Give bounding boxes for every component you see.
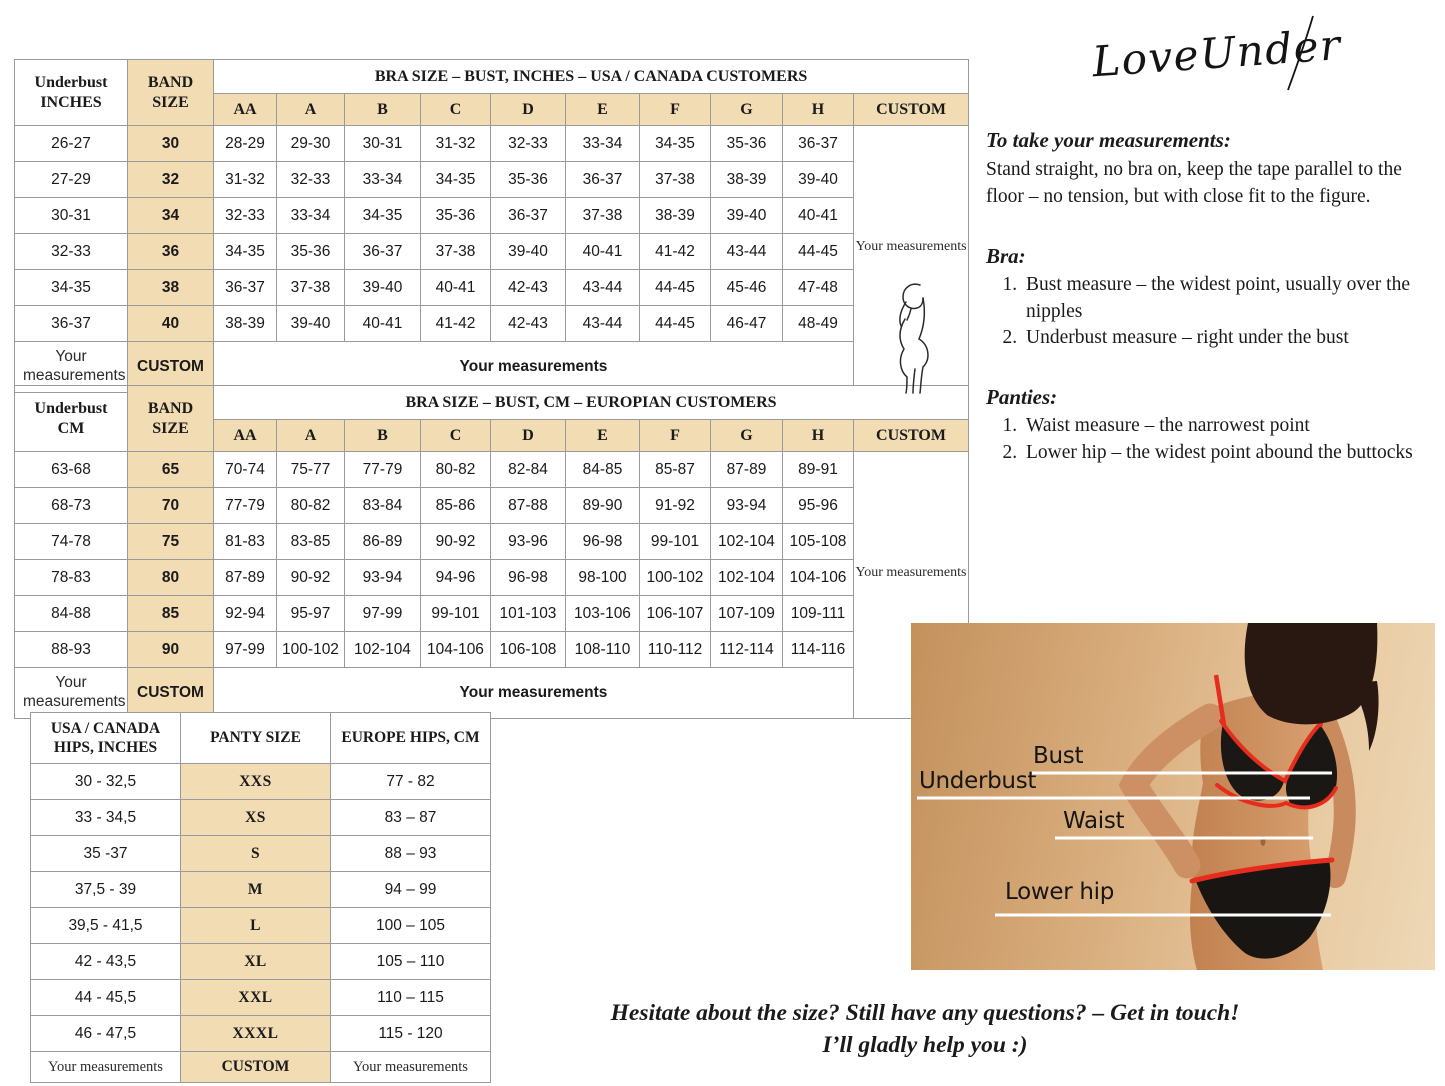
cup-range-cell: 35-36 [277, 234, 345, 270]
cup-range-cell: 102-104 [345, 632, 421, 668]
bra-size-table-eu [14, 385, 969, 719]
panty-size-row [31, 908, 491, 944]
eu-hips-cell: 100 – 105 [331, 908, 491, 944]
cup-header: A [277, 420, 345, 452]
cup-range-cell: 110-112 [640, 632, 711, 668]
us-hips-cell: 30 - 32,5 [31, 764, 181, 800]
cup-range-cell: 93-94 [345, 560, 421, 596]
panty-size-cell: S [181, 836, 331, 872]
underbust-range-cell: 36-37 [15, 306, 128, 342]
cup-header: B [345, 420, 421, 452]
bra-size-row [15, 632, 969, 668]
cup-range-cell: 102-104 [711, 524, 783, 560]
underbust-range-cell: 74-78 [15, 524, 128, 560]
panty-size-cell: XXXL [181, 1016, 331, 1052]
cup-range-cell: 102-104 [711, 560, 783, 596]
cup-range-cell: 86-89 [345, 524, 421, 560]
bra-table-eu-title: BRA SIZE – BUST, CM – EUROPIAN CUSTOMERS [214, 386, 969, 420]
cup-range-cell: 37-38 [566, 198, 640, 234]
cup-header: G [711, 420, 783, 452]
cup-range-cell: 112-114 [711, 632, 783, 668]
cup-range-cell: 70-74 [214, 452, 277, 488]
cup-range-cell: 40-41 [345, 306, 421, 342]
underbust-label: Underbust [919, 768, 1037, 794]
cup-range-cell: 29-30 [277, 126, 345, 162]
cup-range-cell: 106-108 [491, 632, 566, 668]
your-measurements-cell: Your measurements [31, 1052, 181, 1083]
cup-range-cell: 92-94 [214, 596, 277, 632]
cup-range-cell: 36-37 [214, 270, 277, 306]
us-hips-cell: 44 - 45,5 [31, 980, 181, 1016]
us-hips-cell: 42 - 43,5 [31, 944, 181, 980]
eu-hips-cell: 94 – 99 [331, 872, 491, 908]
bra-size-row [15, 596, 969, 632]
bra-size-row [15, 560, 969, 596]
panty-size-cell: XXS [181, 764, 331, 800]
cup-range-cell: 36-37 [491, 198, 566, 234]
band-size-cell: 34 [128, 198, 214, 234]
custom-column-header: CUSTOM [854, 94, 969, 126]
bra-size-row [15, 198, 969, 234]
bra-size-table-us [14, 59, 969, 393]
underbust-cm-header [15, 386, 128, 452]
cup-range-cell: 80-82 [421, 452, 491, 488]
header-line: INCHES [40, 93, 102, 111]
cup-range-cell: 39-40 [345, 270, 421, 306]
cup-header: H [783, 94, 854, 126]
bra-size-row [15, 488, 969, 524]
cup-range-cell: 97-99 [214, 632, 277, 668]
band-size-cell: 65 [128, 452, 214, 488]
custom-measurements-row [15, 668, 969, 719]
measurement-instructions [986, 128, 1438, 467]
cup-range-cell: 89-90 [566, 488, 640, 524]
us-hips-cell: 37,5 - 39 [31, 872, 181, 908]
cup-range-cell: 34-35 [421, 162, 491, 198]
list-item: 1. Bust measure – the widest point, usually over the nipples [1022, 272, 1438, 326]
cup-range-cell: 42-43 [491, 306, 566, 342]
cup-range-cell: 28-29 [214, 126, 277, 162]
cup-range-cell: 83-85 [277, 524, 345, 560]
underbust-range-cell: 68-73 [15, 488, 128, 524]
cup-range-cell: 103-106 [566, 596, 640, 632]
cup-range-cell: 33-34 [345, 162, 421, 198]
cup-range-cell: 36-37 [566, 162, 640, 198]
underbust-range-cell: 30-31 [15, 198, 128, 234]
cup-range-cell: 42-43 [491, 270, 566, 306]
cup-range-cell: 40-41 [421, 270, 491, 306]
cup-range-cell: 43-44 [566, 306, 640, 342]
cup-range-cell: 39-40 [277, 306, 345, 342]
cup-range-cell: 91-92 [640, 488, 711, 524]
cup-range-cell: 38-39 [711, 162, 783, 198]
cup-header: E [566, 420, 640, 452]
cup-header: AA [214, 94, 277, 126]
header-line: BAND [147, 399, 194, 417]
cup-range-cell: 101-103 [491, 596, 566, 632]
cup-header: C [421, 94, 491, 126]
your-measurements-note: Your measurements [855, 565, 967, 580]
underbust-range-cell: 63-68 [15, 452, 128, 488]
cup-range-cell: 36-37 [345, 234, 421, 270]
cup-range-cell: 87-89 [214, 560, 277, 596]
header-line: Underbust [34, 73, 108, 91]
cup-range-cell: 95-96 [783, 488, 854, 524]
cup-range-cell: 30-31 [345, 126, 421, 162]
panty-size-row [31, 800, 491, 836]
panty-size-cell: M [181, 872, 331, 908]
your-measurements-span: Your measurements [214, 668, 854, 719]
panty-size-cell: XL [181, 944, 331, 980]
cup-range-cell: 33-34 [566, 126, 640, 162]
cup-range-cell: 81-83 [214, 524, 277, 560]
bra-size-row [15, 306, 969, 342]
panty-size-header: PANTY SIZE [181, 713, 331, 764]
cup-header: AA [214, 420, 277, 452]
cup-range-cell: 37-38 [277, 270, 345, 306]
cup-range-cell: 109-111 [783, 596, 854, 632]
custom-band-cell: CUSTOM [128, 668, 214, 719]
eu-hips-cell: 110 – 115 [331, 980, 491, 1016]
cup-range-cell: 90-92 [421, 524, 491, 560]
brand-logo [1082, 10, 1344, 96]
cup-range-cell: 93-96 [491, 524, 566, 560]
panty-size-row [31, 980, 491, 1016]
cup-header: B [345, 94, 421, 126]
panty-size-table [30, 712, 491, 1083]
us-hips-cell: 35 -37 [31, 836, 181, 872]
panty-size-cell: L [181, 908, 331, 944]
us-hips-header: USA / CANADA HIPS, INCHES [31, 713, 181, 764]
underbust-range-cell: 34-35 [15, 270, 128, 306]
cup-range-cell: 45-46 [711, 270, 783, 306]
panties-instructions-list [986, 413, 1438, 467]
cup-header: F [640, 420, 711, 452]
cup-range-cell: 104-106 [421, 632, 491, 668]
eu-hips-header: EUROPE HIPS, CM [331, 713, 491, 764]
underbust-range-cell: 27-29 [15, 162, 128, 198]
eu-hips-cell: 115 - 120 [331, 1016, 491, 1052]
cup-range-cell: 75-77 [277, 452, 345, 488]
eu-hips-cell: 83 – 87 [331, 800, 491, 836]
cup-range-cell: 31-32 [214, 162, 277, 198]
bra-instructions-list [986, 272, 1438, 353]
custom-measurements-row [31, 1052, 491, 1083]
cup-range-cell: 37-38 [421, 234, 491, 270]
cup-header: D [491, 420, 566, 452]
woman-back-sketch-icon [878, 282, 944, 394]
cup-header: H [783, 420, 854, 452]
cup-range-cell: 37-38 [640, 162, 711, 198]
cup-range-cell: 95-97 [277, 596, 345, 632]
band-size-cell: 80 [128, 560, 214, 596]
cup-range-cell: 105-108 [783, 524, 854, 560]
underbust-range-cell: 32-33 [15, 234, 128, 270]
band-size-cell: 30 [128, 126, 214, 162]
bra-size-row [15, 270, 969, 306]
your-measurements-cell: Your measurements [331, 1052, 491, 1083]
cup-range-cell: 33-34 [277, 198, 345, 234]
cup-range-cell: 35-36 [491, 162, 566, 198]
cup-range-cell: 85-86 [421, 488, 491, 524]
underbust-inches-header [15, 60, 128, 126]
model-illustration [911, 623, 1435, 970]
panty-size-cell: XS [181, 800, 331, 836]
band-size-cell: 85 [128, 596, 214, 632]
list-item: 1. Waist measure – the narrowest point [1022, 413, 1438, 440]
cup-range-cell: 46-47 [711, 306, 783, 342]
us-hips-cell: 39,5 - 41,5 [31, 908, 181, 944]
cup-range-cell: 77-79 [214, 488, 277, 524]
panty-size-row [31, 836, 491, 872]
cup-range-cell: 31-32 [421, 126, 491, 162]
cup-range-cell: 77-79 [345, 452, 421, 488]
cup-range-cell: 107-109 [711, 596, 783, 632]
panty-size-cell: XXL [181, 980, 331, 1016]
cup-range-cell: 96-98 [566, 524, 640, 560]
cup-range-cell: 34-35 [214, 234, 277, 270]
band-size-cell: 75 [128, 524, 214, 560]
panty-size-row [31, 872, 491, 908]
bra-size-row [15, 452, 969, 488]
cup-range-cell: 40-41 [783, 198, 854, 234]
band-size-cell: 32 [128, 162, 214, 198]
cup-range-cell: 80-82 [277, 488, 345, 524]
cup-range-cell: 97-99 [345, 596, 421, 632]
custom-measurements-column [854, 126, 969, 393]
waist-label: Waist [1063, 808, 1125, 834]
cup-header: C [421, 420, 491, 452]
cup-range-cell: 96-98 [491, 560, 566, 596]
band-size-cell: 40 [128, 306, 214, 342]
cup-range-cell: 89-91 [783, 452, 854, 488]
model-hair [1245, 623, 1378, 724]
cup-range-cell: 43-44 [711, 234, 783, 270]
bra-size-row [15, 126, 969, 162]
lower-hip-label: Lower hip [1005, 879, 1115, 905]
cup-range-cell: 39-40 [491, 234, 566, 270]
cup-range-cell: 94-96 [421, 560, 491, 596]
us-hips-cell: 33 - 34,5 [31, 800, 181, 836]
cup-range-cell: 43-44 [566, 270, 640, 306]
your-measurements-cell: Your measurements [15, 668, 128, 719]
cup-range-cell: 98-100 [566, 560, 640, 596]
your-measurements-span: Your measurements [214, 342, 854, 393]
band-size-header [128, 386, 214, 452]
custom-size-cell: CUSTOM [181, 1052, 331, 1083]
measurement-photo [911, 623, 1435, 970]
cup-range-cell: 44-45 [640, 270, 711, 306]
bra-size-row [15, 162, 969, 198]
cup-range-cell: 41-42 [640, 234, 711, 270]
list-item: 2. Lower hip – the widest point abound the buttocks [1022, 440, 1438, 467]
cup-range-cell: 106-107 [640, 596, 711, 632]
eu-hips-cell: 105 – 110 [331, 944, 491, 980]
cup-range-cell: 90-92 [277, 560, 345, 596]
band-size-cell: 90 [128, 632, 214, 668]
your-measurements-cell: Your measurements [15, 342, 128, 393]
cup-range-cell: 82-84 [491, 452, 566, 488]
cup-range-cell: 39-40 [783, 162, 854, 198]
cup-range-cell: 32-33 [491, 126, 566, 162]
header-line: Underbust [34, 399, 108, 417]
contact-note-line1: Hesitate about the size? Still have any questions? – Get in touch! [610, 1000, 1240, 1026]
contact-note-line2: I’ll gladly help you :) [822, 1031, 1028, 1058]
cup-range-cell: 87-89 [711, 452, 783, 488]
bra-size-row [15, 524, 969, 560]
underbust-range-cell: 26-27 [15, 126, 128, 162]
cup-range-cell: 108-110 [566, 632, 640, 668]
panty-size-row [31, 944, 491, 980]
cup-range-cell: 40-41 [566, 234, 640, 270]
cup-range-cell: 38-39 [640, 198, 711, 234]
cup-range-cell: 34-35 [345, 198, 421, 234]
cup-range-cell: 35-36 [711, 126, 783, 162]
cup-range-cell: 32-33 [214, 198, 277, 234]
cup-header: F [640, 94, 711, 126]
cup-range-cell: 41-42 [421, 306, 491, 342]
cup-range-cell: 100-102 [640, 560, 711, 596]
cup-header: A [277, 94, 345, 126]
bra-table-us-title: BRA SIZE – BUST, INCHES – USA / CANADA CUSTOMERS [214, 60, 969, 94]
cup-range-cell: 44-45 [640, 306, 711, 342]
header-line: SIZE [152, 419, 189, 437]
band-size-cell: 70 [128, 488, 214, 524]
contact-note [430, 998, 1420, 1061]
cup-header: D [491, 94, 566, 126]
cup-range-cell: 100-102 [277, 632, 345, 668]
brand-logo-text: LoveUnder [1090, 20, 1343, 87]
cup-range-cell: 36-37 [783, 126, 854, 162]
cup-range-cell: 38-39 [214, 306, 277, 342]
band-size-cell: 36 [128, 234, 214, 270]
bra-size-row [15, 234, 969, 270]
cup-range-cell: 99-101 [421, 596, 491, 632]
custom-band-cell: CUSTOM [128, 342, 214, 393]
bra-section-heading: Bra: [986, 243, 1026, 268]
instructions-intro: Stand straight, no bra on, keep the tape parallel to the floor – no tension, but with close fit to the figure. [986, 159, 1402, 208]
cup-range-cell: 34-35 [640, 126, 711, 162]
us-hips-cell: 46 - 47,5 [31, 1016, 181, 1052]
cup-range-cell: 32-33 [277, 162, 345, 198]
instructions-heading: To take your measurements: [986, 128, 1231, 152]
band-size-header [128, 60, 214, 126]
cup-range-cell: 47-48 [783, 270, 854, 306]
custom-column-header: CUSTOM [854, 420, 969, 452]
header-line: CM [57, 419, 85, 437]
eu-hips-cell: 88 – 93 [331, 836, 491, 872]
eu-hips-cell: 77 - 82 [331, 764, 491, 800]
band-size-cell: 38 [128, 270, 214, 306]
underbust-range-cell: 88-93 [15, 632, 128, 668]
underbust-range-cell: 84-88 [15, 596, 128, 632]
underbust-range-cell: 78-83 [15, 560, 128, 596]
cup-range-cell: 84-85 [566, 452, 640, 488]
cup-header: E [566, 94, 640, 126]
cup-range-cell: 48-49 [783, 306, 854, 342]
cup-range-cell: 85-87 [640, 452, 711, 488]
panty-size-row [31, 1016, 491, 1052]
cup-range-cell: 35-36 [421, 198, 491, 234]
cup-range-cell: 83-84 [345, 488, 421, 524]
header-line: SIZE [152, 93, 189, 111]
header-line: BAND [147, 73, 194, 91]
your-measurements-note: Your measurements [855, 239, 967, 254]
cup-range-cell: 104-106 [783, 560, 854, 596]
cup-range-cell: 93-94 [711, 488, 783, 524]
cup-header: G [711, 94, 783, 126]
panties-section-heading: Panties: [986, 385, 1058, 410]
cup-range-cell: 39-40 [711, 198, 783, 234]
cup-range-cell: 114-116 [783, 632, 854, 668]
cup-range-cell: 44-45 [783, 234, 854, 270]
panty-size-row [31, 764, 491, 800]
list-item: 2. Underbust measure – right under the bust [1022, 325, 1438, 352]
bust-label: Bust [1033, 743, 1084, 769]
cup-range-cell: 87-88 [491, 488, 566, 524]
cup-range-cell: 99-101 [640, 524, 711, 560]
